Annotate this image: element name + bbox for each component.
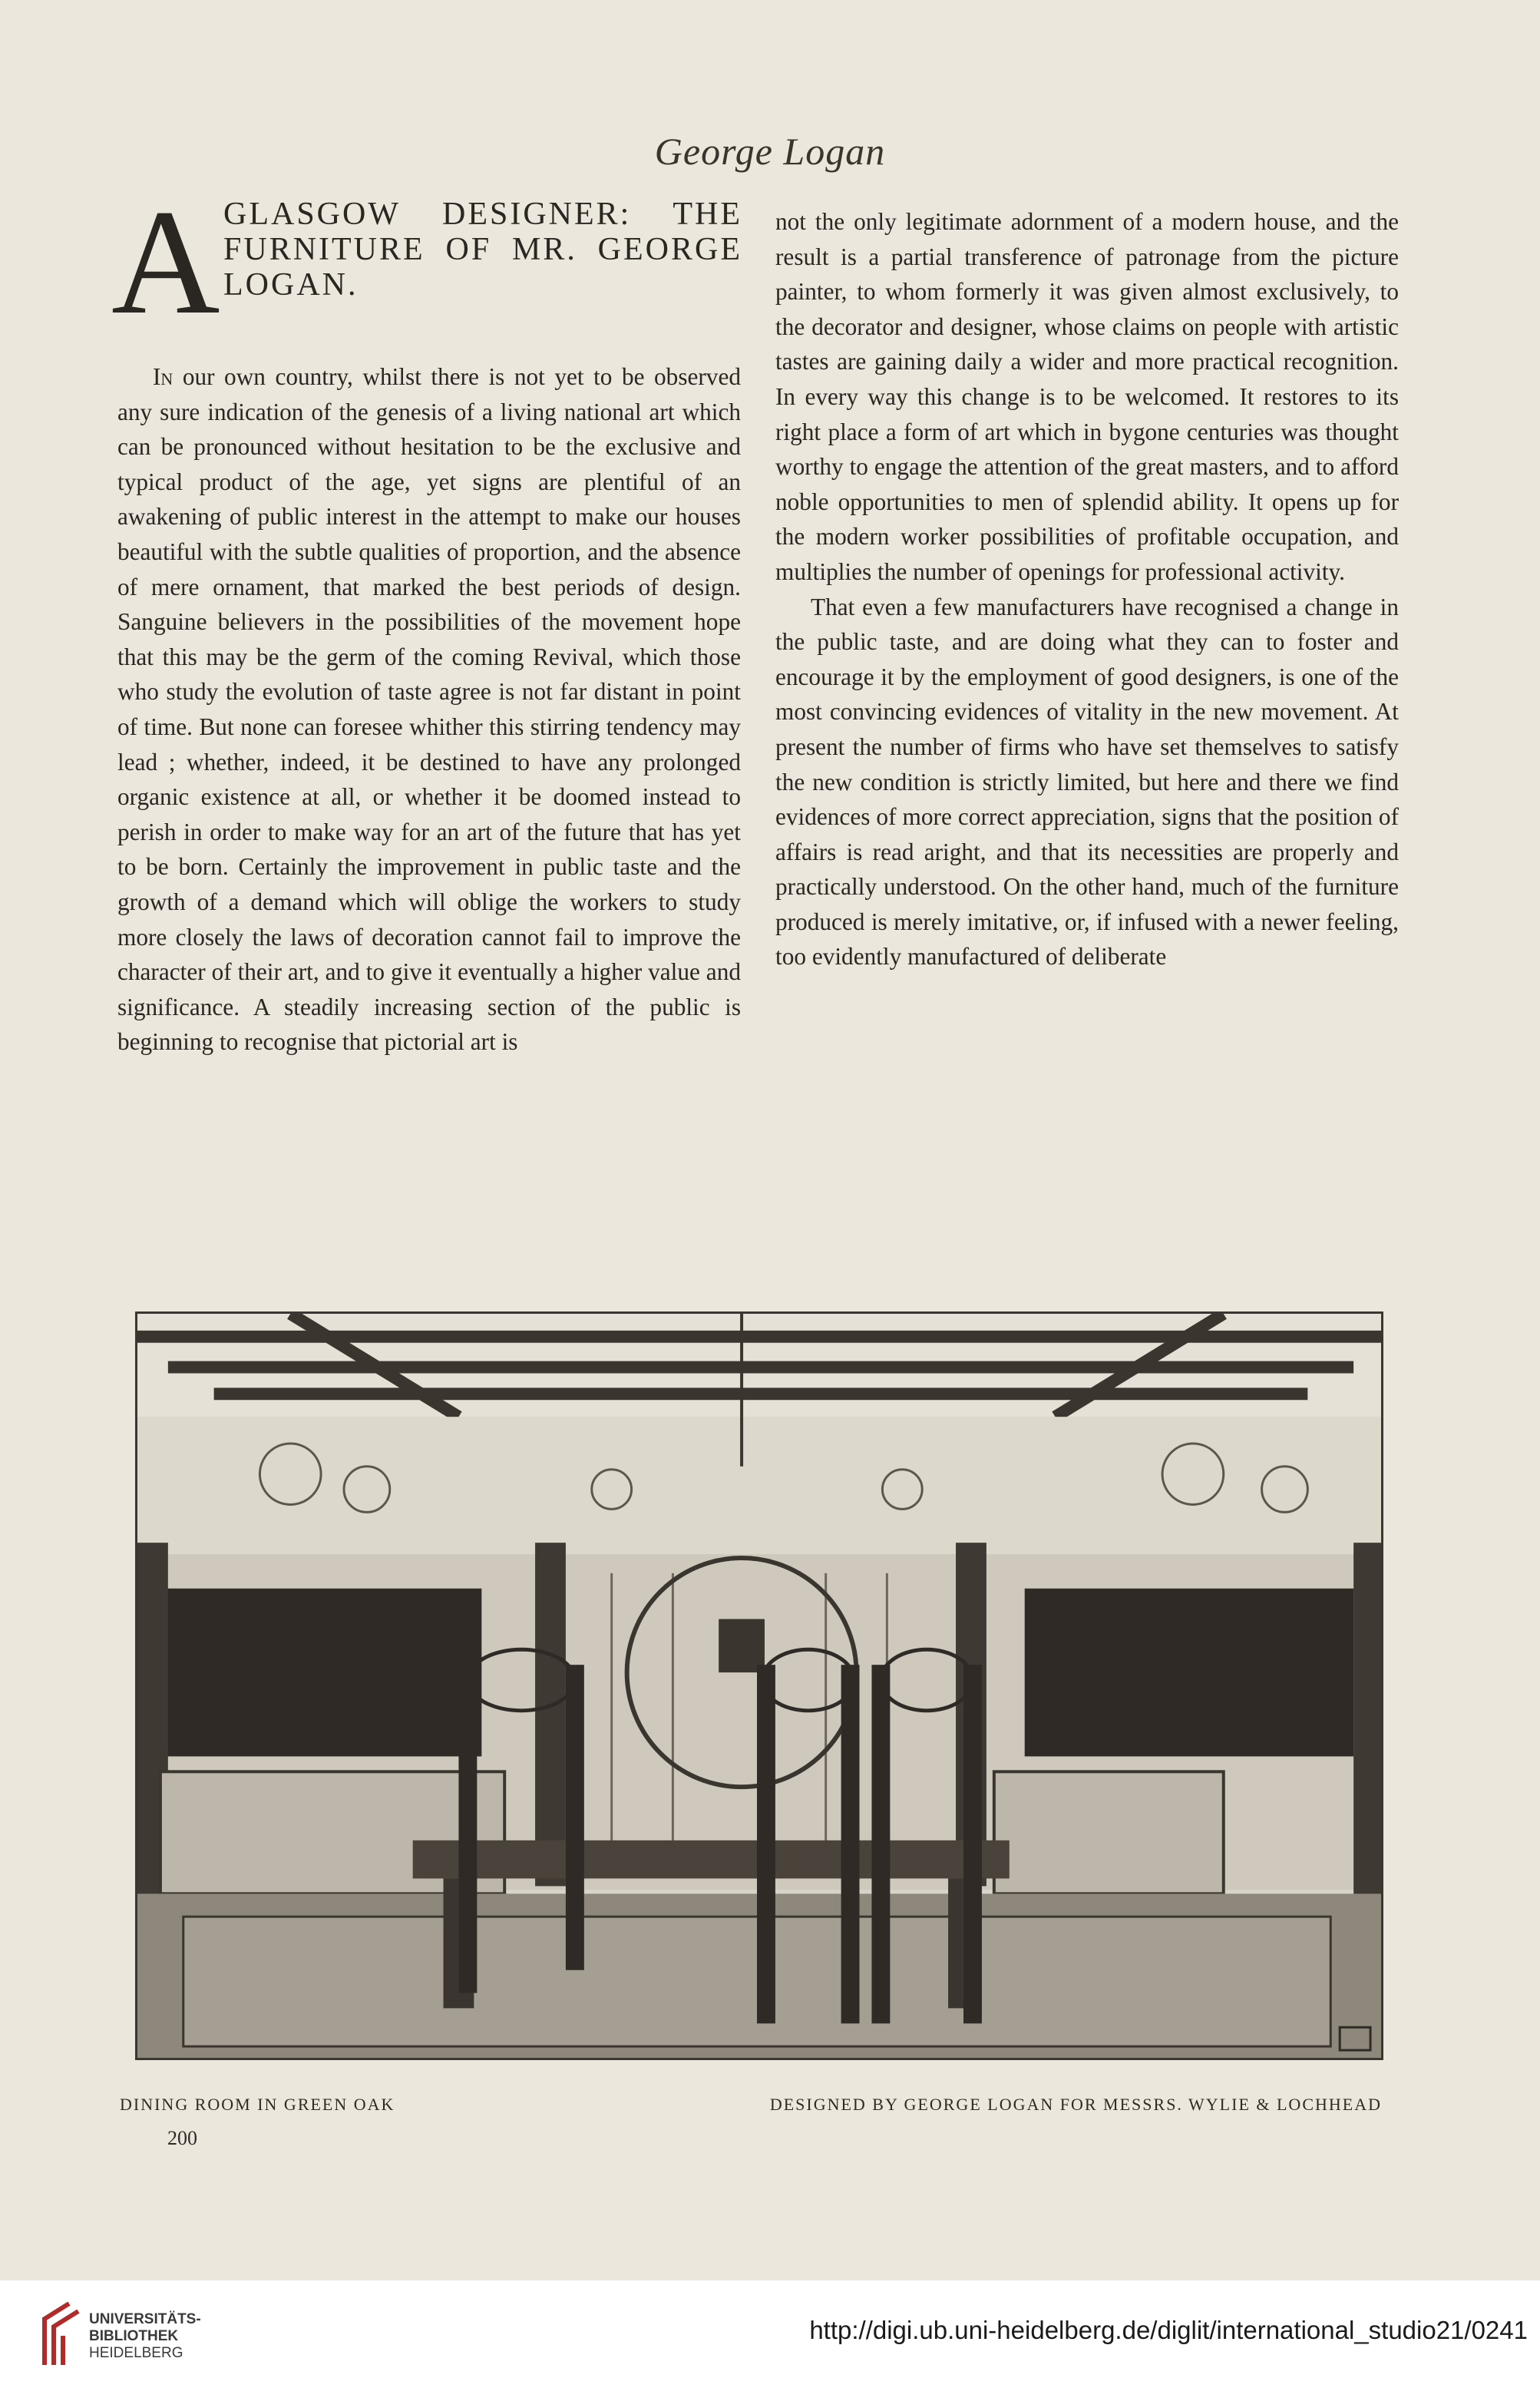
figure-caption-left: DINING ROOM IN GREEN OAK	[120, 2095, 395, 2114]
right-column	[775, 204, 1399, 974]
institution-line: BIBLIOTHEK	[89, 2328, 179, 2344]
figure-caption-right: DESIGNED BY GEORGE LOGAN FOR MESSRS. WYLIE & LOCHHEAD	[769, 2095, 1382, 2114]
library-logo-text	[89, 2311, 201, 2362]
left-column	[111, 179, 742, 1060]
drop-cap: A	[111, 179, 220, 346]
paragraph-text: our own country, whilst there is not yet to be observed any sure indication of the genesis of a living national art which can be pronounced without hesitation to be the exclusive and typical product of the age, yet signs are plentiful of an awakening of public interest in the attempt to make our houses beautiful with the subtle qualities of proportion, and the absence of mere ornament, that marked the best periods of design. Sanguine believers in the possibilities of the movement hope that this may be the germ of the coming Revival, which those who study the evolution of taste agree is not far distant in point of time. But none can foresee whither this stirring tendency may lead ; whether, indeed, it be destined to have any prolonged organic existence at all, or whether it be doomed instead to perish in order to make way for an art of the future that has yet to be born. Certainly the improvement in public taste and the growth of a demand which will oblige the workers to study more closely the laws of decoration cannot fail to improve the character of their art, and to give it eventually a higher value and significance. A steadily increasing section of the public is beginning to recognise that pictorial art is	[117, 363, 741, 1056]
source-url-link[interactable]: http://digi.ub.uni-heidelberg.de/diglit/international_studio21/0241	[809, 2316, 1528, 2344]
article-headline	[111, 179, 742, 346]
institution-line: UNIVERSITÄTS-	[89, 2311, 201, 2327]
paragraph	[117, 359, 741, 1060]
dining-room-illustration	[135, 1311, 1383, 2060]
running-head: George Logan	[654, 130, 886, 173]
paragraph: not the only legitimate adornment of a modern house, and the result is a partial transference of patronage from the picture painter, to whom formerly it was given almost exclusively, to the decorator and designer, whose claims on people with artistic tastes are gaining daily a wider and more practical recognition. In every way this change is to be welcomed. It restores to its right place a form of art which in bygone centuries was thought worthy to engage the attention of the great masters, and to afford noble opportunities to men of splendid ability. It opens up for the modern worker possibilities of profitable occupation, and multiplies the number of openings for professional activity.	[775, 208, 1399, 585]
page-number: 200	[167, 2127, 197, 2149]
headline-text: GLASGOW DESIGNER: THE FURNITURE OF MR. GEORGE LOGAN.	[223, 197, 742, 303]
paragraph-lead: In	[153, 363, 173, 390]
library-logo-icon	[38, 2296, 86, 2373]
institution-line: HEIDELBERG	[89, 2345, 183, 2361]
paragraph: That even a few manufacturers have recognised a change in the public taste, and are doing what they can to foster and encourage it by the employment of good designers, is one of the most convincing evidences of vitality in the new movement. At present the number of firms who have set themselves to satisfy the new condition is strictly limited, but here and there we find evidences of more correct appreciation, signs that the position of affairs is read aright, and that its necessities are properly and practically understood. On the other hand, much of the furniture produced is merely imitative, or, if infused with a newer feeling, too evidently manufactured of deliberate	[775, 593, 1399, 971]
